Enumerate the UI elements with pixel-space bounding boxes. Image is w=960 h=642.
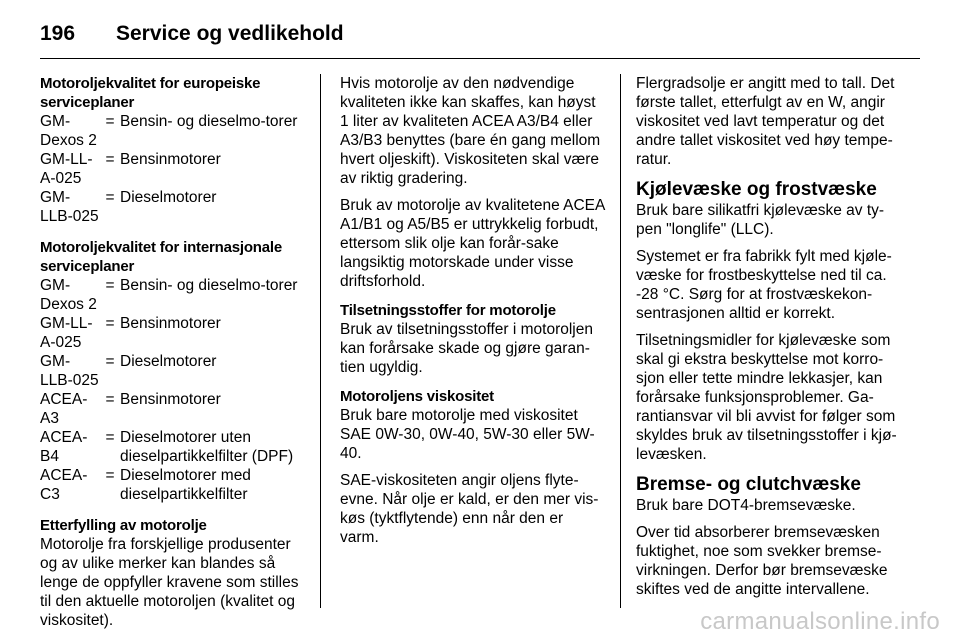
additives-text: Bruk av tilsetningsstoffer i motoroljen kan forårsake skade og gjøre garan-tien ugyldig. — [340, 321, 593, 376]
spec-value: Dieselmotorer — [120, 353, 217, 370]
header-rule — [40, 58, 920, 59]
column-3 — [636, 74, 904, 607]
page-header — [40, 14, 344, 54]
spec-row — [40, 352, 308, 390]
spec-value: Dieselmotorer — [120, 189, 217, 206]
page-title: Service og vedlikehold — [116, 22, 344, 45]
spec-value: Bensin- og dieselmo-torer — [120, 277, 298, 294]
spec-row — [40, 150, 308, 188]
column-1 — [40, 74, 308, 638]
spec-value: Bensinmotorer — [120, 315, 221, 332]
europe-oil-rows — [40, 112, 308, 226]
viscosity-paragraph-2: SAE-viskositeten angir oljens flyte-evne. Når olje er kald, er den mer vis-køs (tyktflytende) enn når den er varm. — [340, 472, 599, 546]
spec-value: Bensinmotorer — [120, 151, 221, 168]
additives-heading: Tilsetningsstoffer for motorolje — [340, 302, 556, 319]
spec-value: Bensin- og dieselmo-torer — [120, 113, 298, 130]
europe-oil-quality-heading: Motoroljekvalitet for europeiske serviceplaner — [40, 75, 261, 111]
spec-row — [40, 390, 308, 428]
coolant-paragraph-2: Systemet er fra fabrikk fylt med kjøle-væske for frostbeskyttelse ned til ca. -28 °C. Sørg for at frostvæskekon-sentrasjonen alltid er korrekt. — [636, 248, 892, 322]
spec-equals: = — [105, 353, 115, 370]
spec-row — [40, 428, 308, 466]
coolant-paragraph-1: Bruk bare silikatfri kjølevæske av ty-pen "longlife" (LLC). — [636, 202, 885, 238]
oil-substitute-paragraph: Hvis motorolje av den nødvendige kvaliteten ikke kan skaffes, kan høyst 1 liter av kvaliteten ACEA A3/B4 eller A3/B3 benyttes (bare én gang mellom hvert oljeskift). Viskositeten skal være av riktig gradering. — [340, 75, 601, 187]
spec-row — [40, 314, 308, 352]
column-divider-2 — [620, 74, 621, 608]
spec-equals: = — [105, 277, 115, 294]
coolant-heading: Kjølevæske og frostvæske — [636, 179, 877, 200]
spec-key: ACEA-B4 — [40, 429, 88, 465]
spec-equals: = — [105, 467, 115, 484]
spec-equals: = — [105, 315, 115, 332]
viscosity-paragraph-1: Bruk bare motorolje med viskositet SAE 0W-30, 0W-40, 5W-30 eller 5W-40. — [340, 407, 595, 462]
forbidden-oil-paragraph: Bruk av motorolje av kvalitetene ACEA A1/B1 og A5/B5 er uttrykkelig forbudt, ettersom slik olje kan forår-sake langsiktig motorskade under visse driftsforhold. — [340, 197, 605, 290]
refill-text: Motorolje fra forskjellige produsenter og av ulike merker kan blandes så lenge de oppfyller kravene som stilles til den aktuelle motoroljen (kvalitet og viskositet). — [40, 536, 299, 629]
spec-equals: = — [105, 391, 115, 408]
brake-fluid-paragraph-1: Bruk bare DOT4-bremsevæske. — [636, 497, 856, 514]
coolant-paragraph-3: Tilsetningsmidler for kjølevæske som skal gi ekstra beskyttelse mot korro-sjon eller tette mindre lekkasjer, kan forårsake funksjonsproblemer. Ga-rantiansvar vil bli avvist for følger som skyldes bruk av tilsetningsstoffer i kjø-levæsken. — [636, 332, 897, 463]
spec-equals: = — [105, 113, 115, 130]
spec-row — [40, 276, 308, 314]
spec-key: ACEA-C3 — [40, 467, 88, 503]
spec-value: Dieselmotorer med dieselpartikkelfilter — [120, 467, 251, 503]
intl-oil-rows — [40, 276, 308, 504]
spec-equals: = — [105, 429, 115, 446]
spec-key: GM-LL-A-025 — [40, 315, 93, 351]
europe-oil-quality-table — [40, 112, 308, 226]
spec-equals: = — [105, 189, 115, 206]
spec-key: GM-Dexos 2 — [40, 113, 97, 149]
brake-fluid-heading: Bremse- og clutchvæske — [636, 474, 861, 495]
intl-oil-quality-heading: Motoroljekvalitet for internasjonale serviceplaner — [40, 239, 283, 275]
spec-value: Dieselmotorer uten dieselpartikkelfilter (DPF) — [120, 429, 294, 465]
spec-equals: = — [105, 151, 115, 168]
spec-key: GM-Dexos 2 — [40, 277, 97, 313]
spec-key: GM-LL-A-025 — [40, 151, 93, 187]
brake-fluid-paragraph-2: Over tid absorberer bremsevæsken fuktighet, noe som svekker bremse-virkningen. Derfor bør bremsevæske skiftes ved de angitte intervallene. — [636, 524, 888, 598]
column-divider-1 — [320, 74, 321, 608]
page-number: 196 — [40, 22, 76, 45]
intl-oil-quality-table — [40, 276, 308, 504]
spec-row — [40, 466, 308, 504]
spec-key: GM-LLB-025 — [40, 353, 99, 389]
watermark: carmanualsonline.info — [700, 608, 940, 635]
spec-row — [40, 112, 308, 150]
spec-key: GM-LLB-025 — [40, 189, 99, 225]
spec-row — [40, 188, 308, 226]
viscosity-heading: Motoroljens viskositet — [340, 388, 494, 405]
multigrade-paragraph: Flergradsolje er angitt med to tall. Det første tallet, etterfulgt av en W, angir viskositet ved lavt temperatur og det andre tallet viskositet ved høy tempe-ratur. — [636, 75, 895, 168]
refill-heading: Etterfylling av motorolje — [40, 517, 207, 534]
spec-value: Bensinmotorer — [120, 391, 221, 408]
spec-key: ACEA-A3 — [40, 391, 88, 427]
column-2 — [340, 74, 606, 555]
